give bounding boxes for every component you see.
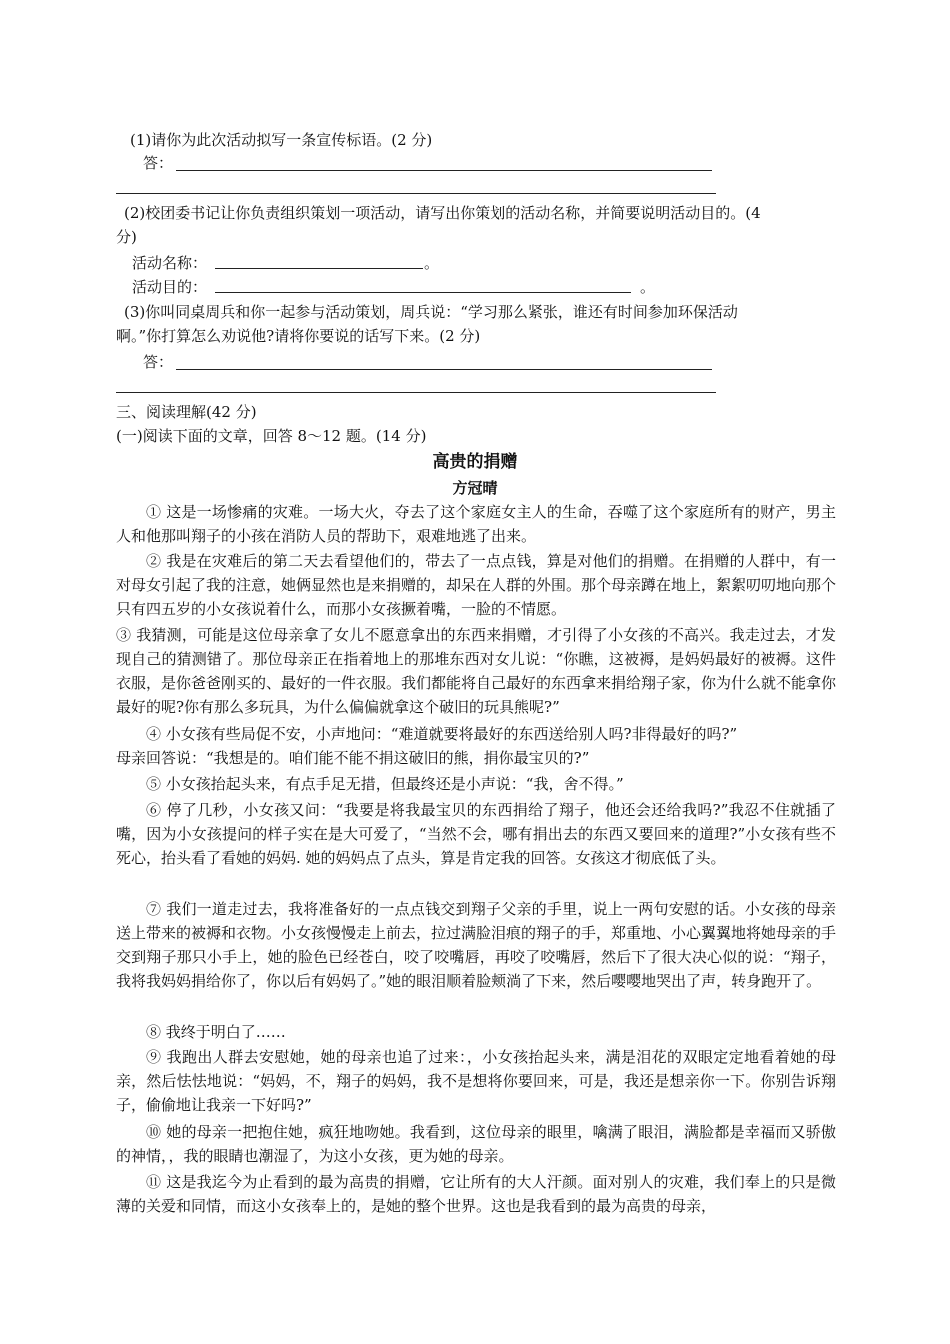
paragraph-10: ⑩ 她的母亲一把抱住她，疯狂地吻她。我看到，这位母亲的眼里，噙满了眼泪，满脸都是幸福而又骄傲的神情，，我的眼睛也潮湿了，为这小女孩，更为她的母亲。 [116, 1123, 836, 1165]
q3-answer-line-2[interactable] [116, 392, 716, 393]
section-heading: 三、阅读理解(42 分) [116, 403, 257, 421]
q3-prompt-line1: (3)你叫同桌周兵和你一起参与活动策划，周兵说：“学习那么紧张，谁还有时间参加环保活动 [124, 303, 738, 321]
q1-answer-line[interactable] [176, 170, 712, 171]
q3-prompt-line2: 啊。”你打算怎么劝说他?请将你要说的话写下来。(2 分) [116, 327, 481, 345]
q1-prompt: (1)请你为此次活动拟写一条宣传标语。(2 分) [130, 131, 433, 149]
q2-name-line[interactable] [215, 268, 423, 269]
q3-answer-line[interactable] [176, 369, 712, 370]
q1-answer-label: 答： [143, 154, 174, 172]
q2-purpose-end: 。 [640, 278, 656, 296]
q2-prompt-line2: 分) [116, 228, 137, 246]
q2-purpose-line[interactable] [215, 292, 631, 293]
q2-prompt-line1: (2)校团委书记让你负责组织策划一项活动，请写出你策划的活动名称，并简要说明活动目的。(4 [124, 204, 761, 222]
paragraph-2: ② 我是在灾难后的第二天去看望他们的，带去了一点点钱，算是对他们的捐赠。在捐赠的人群中，有一对母女引起了我的注意，她俩显然也是来捐赠的，却呆在人群的外围。那个母亲蹲在地上，絮絮叨叨地向那个只有四五岁的小女孩说着什么，而那小女孩撅着嘴，一脸的不情愿。 [116, 552, 837, 618]
paragraph-7: ⑦ 我们一道走过去，我将准备好的一点点钱交到翔子父亲的手里，说上一两句安慰的话。小女孩的母亲送上带来的被褥和衣物。小女孩慢慢走上前去，拉过满脸泪痕的翔子的手，郑重地、小心翼翼地将她母亲的手交到翔子那只小手上，她的脸色已经苍白，咬了咬嘴唇，再咬了咬嘴唇，然后下了很大决心似的说：“翔子，我将我妈妈捐给你了，你以后有妈妈了。”她的眼泪顺着脸颊淌了下来，然后嘤嘤地哭出了声，转身跑开了。 [116, 900, 837, 990]
paragraph-8: ⑧ 我终于明白了…… [146, 1023, 286, 1041]
paragraph-5: ⑤ 小女孩抬起头来，有点手足无措，但最终还是小声说：“我，舍不得。” [146, 775, 624, 793]
q2-name-end: 。 [424, 254, 440, 272]
q2-purpose-label: 活动目的： [132, 278, 208, 296]
section-sub-heading: (一)阅读下面的文章，回答 8～12 题。(14 分) [116, 427, 427, 445]
q3-answer-label: 答： [143, 353, 174, 371]
paragraph-4a: ④ 小女孩有些局促不安，小声地问：“难道就要将最好的东西送给别人吗?非得最好的吗?” [146, 725, 738, 743]
article-title: 高贵的捐赠 [432, 452, 518, 472]
article-author: 方冠晴 [452, 479, 498, 497]
paragraph-9: ⑨ 我跑出人群去安慰她，她的母亲也追了过来：，小女孩抬起头来，满是泪花的双眼定定地看着她的母亲，然后怯怯地说：“妈妈，不，翔子的妈妈，我不是想将你要回来，可是，我还是想亲你一下。你别告诉翔子，偷偷地让我亲一下好吗?” [116, 1048, 836, 1114]
paragraph-3: ③ 我猜测，可能是这位母亲拿了女儿不愿意拿出的东西来捐赠，才引得了小女孩的不高兴。我走过去，才发现自己的猜测错了。那位母亲正在指着地上的那堆东西对女儿说：“你瞧，这被褥，是妈妈最好的被褥。这件衣服，是你爸爸刚买的、最好的一件衣服。我们都能将自己最好的东西拿来捐给翔子家，你为什么就不能拿你最好的呢?你有那么多玩具，为什么偏偏就拿这个破旧的玩具熊呢?” [116, 626, 837, 716]
q2-name-label: 活动名称： [132, 254, 208, 272]
paragraph-1: ① 这是一场惨痛的灾难。一场大火，夺去了这个家庭女主人的生命，吞噬了这个家庭所有的财产，男主人和他那叫翔子的小孩在消防人员的帮助下，艰难地逃了出来。 [116, 503, 836, 545]
q1-answer-line-2[interactable] [116, 193, 716, 194]
paragraph-11: ⑪ 这是我迄今为止看到的最为高贵的捐赠，它让所有的大人汗颜。面对别人的灾难，我们奉上的只是微薄的关爱和同情，而这小女孩奉上的，是她的整个世界。这也是我看到的最为高贵的母亲， [116, 1173, 836, 1215]
paragraph-6: ⑥ 停了几秒，小女孩又问：“我要是将我最宝贝的东西捐给了翔子，他还会还给我吗?”我忍不住就插了嘴，因为小女孩提问的样子实在是大可爱了，“当然不会，哪有捐出去的东西又要回来的道理?”小女孩有些不死心，抬头看了看她的妈妈. 她的妈妈点了点头，算是肯定我的回答。女孩这才彻底低了头。 [116, 801, 836, 867]
paragraph-4b: 母亲回答说：“我想是的。咱们能不能不捐这破旧的熊，捐你最宝贝的?” [116, 749, 590, 767]
